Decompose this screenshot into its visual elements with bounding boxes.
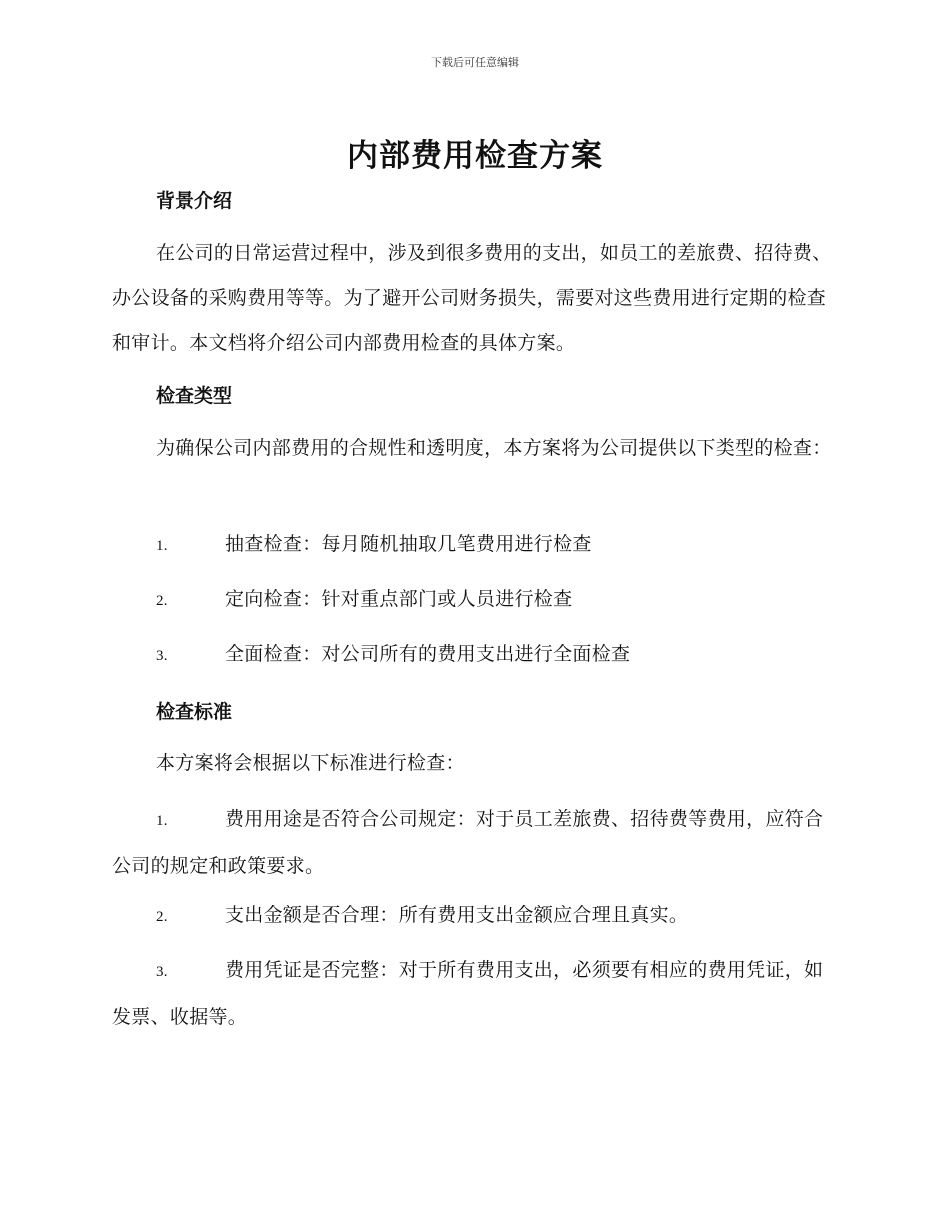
header-watermark: 下载后可任意编辑 <box>431 56 519 69</box>
list-item <box>112 893 838 940</box>
list-item-text: 全面检查：对公司所有的费用支出进行全面检查 <box>225 643 631 665</box>
list-item-number: 2. <box>156 593 168 609</box>
list-item-number: 1. <box>156 813 168 829</box>
section-heading-types: 检查类型 <box>156 385 233 407</box>
list-item-number: 3. <box>156 964 168 980</box>
document-title: 内部费用检查方案 <box>347 138 603 174</box>
list-item-text: 抽查检查：每月随机抽取几笔费用进行检查 <box>225 533 592 555</box>
section-heading-standards: 检查标准 <box>156 701 233 723</box>
section-paragraph-standards: 本方案将会根据以下标准进行检查： <box>156 752 465 774</box>
list-item <box>112 797 838 889</box>
list-item-text: 支出金额是否合理：所有费用支出金额应合理且真实。 <box>225 904 689 926</box>
section-paragraph-background: 在公司的日常运营过程中，涉及到很多费用的支出，如员工的差旅费、招待费、办公设备的采购费用等等。为了避开公司财务损失，需要对这些费用进行定期的检查和审计。本文档将介绍公司内部费用检查的具体方案。 <box>112 242 832 354</box>
list-item-text: 费用凭证是否完整：对于所有费用支出，必须要有相应的费用凭证，如发票、收据等。 <box>112 959 824 1028</box>
list-item-number: 2. <box>156 909 168 925</box>
section-heading-background: 背景介绍 <box>156 190 233 212</box>
section-paragraph-types: 为确保公司内部费用的合规性和透明度，本方案将为公司提供以下类型的检查： <box>156 437 832 459</box>
list-item <box>112 632 838 679</box>
list-item-text: 费用用途是否符合公司规定：对于员工差旅费、招待费等费用，应符合公司的规定和政策要求。 <box>112 808 824 877</box>
list-item-number: 1. <box>156 538 168 554</box>
list-item <box>112 522 838 569</box>
list-item-number: 3. <box>156 648 168 664</box>
list-item <box>112 948 838 1040</box>
list-item-text: 定向检查：针对重点部门或人员进行检查 <box>225 588 573 610</box>
list-item <box>112 577 838 624</box>
